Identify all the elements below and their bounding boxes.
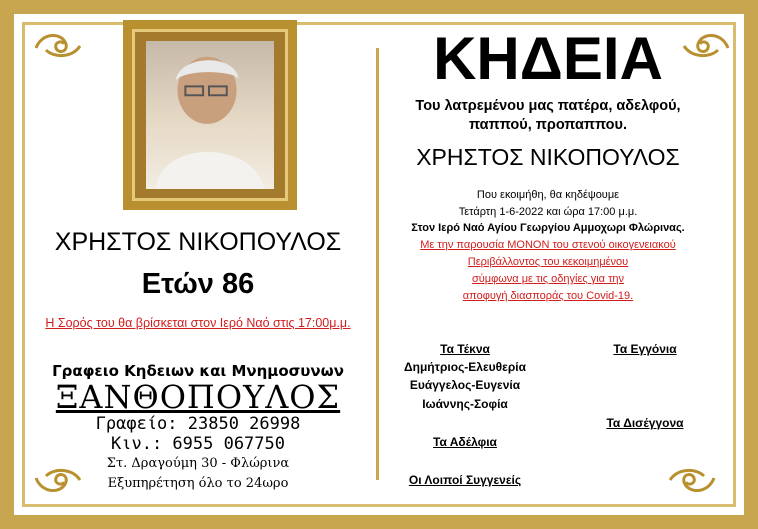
flourish-ornament-icon — [666, 466, 718, 498]
intro-line-2: παππού, προπαππου. — [468, 117, 628, 133]
details-line-1: Που εκοιμήθη, θα κηδέψουμε — [476, 189, 620, 201]
great-grandchildren-label: Τα Δισέγγονα — [606, 416, 684, 430]
office-service-hours: Εξυπηρέτηση όλο το 24ωρο — [107, 476, 289, 491]
child-name: Ιωάννης-Σοφία — [422, 397, 508, 411]
details-line-3: Στον Ιερό Ναό Αγίου Γεωργίου Αμμοχωρι Φλώρινας. — [411, 222, 685, 234]
vertical-divider — [376, 48, 379, 480]
office-heading: Γραφειο Κηδειων και Μνημοσυνων — [52, 362, 344, 380]
child-name: Δημήτριος-Ελευθερία — [404, 360, 526, 374]
right-deceased-name: ΧΡΗΣΤΟΣ ΝΙΚΟΠΟΥΛΟΣ — [416, 144, 680, 170]
details-line-2: Τετάρτη 1-6-2022 και ώρα 17:00 μ.μ. — [458, 206, 638, 218]
office-address: Στ. Δραγούμη 30 - Φλώρινα — [106, 456, 290, 471]
covid-line-3: σύμφωνα με τις οδηγίες για την — [471, 273, 625, 285]
portrait-frame — [123, 20, 297, 210]
funeral-title: ΚΗΔΕΙΑ — [433, 25, 663, 92]
portrait-photo — [146, 41, 274, 189]
office-company: ΞΑΝΘΟΠΟΥΛΟΣ — [55, 378, 341, 416]
flourish-ornament-icon — [32, 28, 84, 60]
covid-line-4: αποφυγή διασποράς του Covid-19. — [462, 290, 634, 302]
office-mobile: Κιν.: 6955 067750 — [111, 434, 285, 454]
covid-line-2: Περιβάλλοντος του κεκοιμημένου — [467, 256, 629, 268]
intro-line-1: Του λατρεμένου μας πατέρα, αδελφού, — [415, 98, 681, 114]
office-phone: Γραφείο: 23850 26998 — [95, 414, 301, 434]
siblings-label: Τα Αδέλφια — [433, 435, 497, 449]
age-label: Ετών 86 — [141, 268, 255, 300]
covid-line-1: Με την παρουσία ΜΟΝΟΝ του στενού οικογενειακού — [420, 239, 676, 251]
grandchildren-label: Τα Εγγόνια — [613, 342, 677, 356]
child-name: Ευάγγελος-Ευγενία — [409, 378, 521, 392]
children-label: Τα Τέκνα — [440, 342, 490, 356]
relatives-label: Οι Λοιποί Συγγενείς — [408, 473, 522, 487]
viewing-notice: Η Σορός του θα βρίσκεται στον Ιερό Ναό στις 17:00μ.μ. — [45, 316, 351, 330]
left-deceased-name: ΧΡΗΣΤΟΣ ΝΙΚΟΠΟΥΛΟΣ — [54, 228, 342, 256]
